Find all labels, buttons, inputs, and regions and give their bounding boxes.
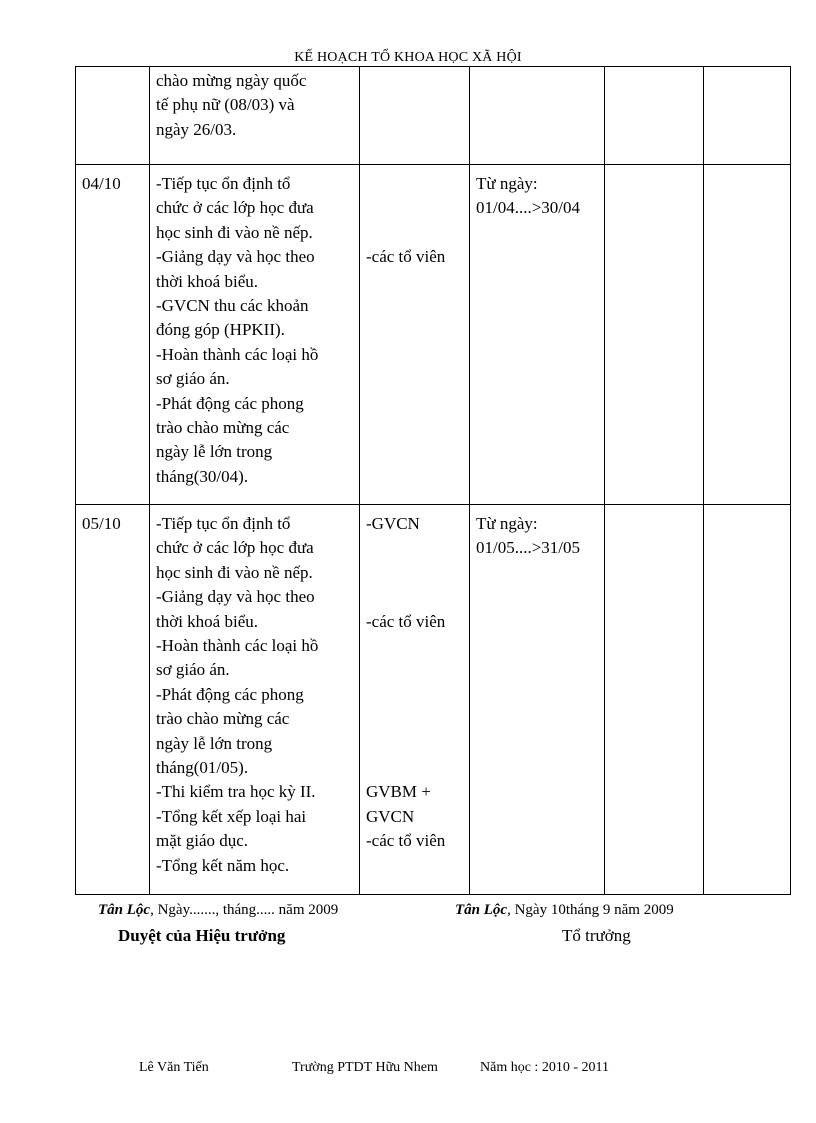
extra-cell xyxy=(704,165,791,505)
responsible-cell xyxy=(360,165,470,505)
month-cell xyxy=(76,67,150,165)
content-line: tế phụ nữ (08/03) và xyxy=(156,95,295,115)
plan-table xyxy=(75,66,791,895)
content-line: -Giảng dạy và học theo xyxy=(156,587,315,607)
content-line: -Hoàn thành các loại hồ xyxy=(156,636,319,656)
responsible-line xyxy=(366,172,463,196)
content-line: trào chào mừng các xyxy=(156,418,290,438)
extra-cell xyxy=(605,165,704,505)
content-line: sơ giáo án. xyxy=(156,369,230,389)
responsible-line: GVBM + xyxy=(366,782,431,802)
content-line: tháng(01/05). xyxy=(156,758,249,778)
responsible-line xyxy=(366,658,463,682)
responsible-line xyxy=(366,683,463,707)
responsible-line xyxy=(366,536,463,560)
responsible-line xyxy=(366,707,463,731)
month-text: 05/10 xyxy=(82,514,121,533)
month-cell xyxy=(76,505,150,895)
content-line: -Tiếp tục ổn định tổ xyxy=(156,514,291,533)
table-row xyxy=(76,505,791,895)
content-cell xyxy=(150,505,360,895)
content-line: đóng góp (HPKII). xyxy=(156,320,285,340)
extra-cell xyxy=(605,67,704,165)
time-cell xyxy=(470,165,605,505)
content-line: thời khoá biểu. xyxy=(156,271,258,291)
content-line: -Tổng kết xếp loại hai xyxy=(156,806,307,826)
signature-right-date-line xyxy=(455,902,674,919)
signature-left-date-line xyxy=(98,902,338,919)
responsible-line: -GVCN xyxy=(366,514,420,533)
responsible-cell xyxy=(360,67,470,165)
content-line: ngày lễ lớn trong xyxy=(156,733,273,753)
content-line: -Giảng dạy và học theo xyxy=(156,247,315,267)
content-line: -Thi kiểm tra học kỳ II. xyxy=(156,782,316,802)
content-cell xyxy=(150,67,360,165)
signature-right-title: Tổ trưởng xyxy=(562,926,631,945)
extra-cell xyxy=(704,67,791,165)
responsible-line: -các tổ viên xyxy=(366,247,446,267)
time-line: Từ ngày: xyxy=(476,174,538,193)
responsible-line xyxy=(366,732,463,756)
content-line: tháng(30/04). xyxy=(156,466,249,486)
document-header: KẾ HOẠCH TỔ KHOA HỌC XÃ HỘI xyxy=(294,50,522,65)
content-line: -Phát động các phong xyxy=(156,393,304,413)
time-cell xyxy=(470,505,605,895)
content-line: -Phát động các phong xyxy=(156,684,304,704)
time-line: Từ ngày: xyxy=(476,514,538,533)
extra-cell xyxy=(605,505,704,895)
responsible-line xyxy=(366,756,463,780)
content-cell xyxy=(150,165,360,505)
content-line: -Tổng kết năm học. xyxy=(156,855,290,875)
content-line: học sinh đi vào nề nếp. xyxy=(156,562,313,582)
extra-cell xyxy=(704,505,791,895)
footer-school: Trường PTDT Hữu Nhem xyxy=(292,1060,438,1075)
content-line: ngày 26/03. xyxy=(156,119,237,139)
content-line: -Hoàn thành các loại hồ xyxy=(156,344,319,364)
footer-author: Lê Văn Tiến xyxy=(139,1060,209,1075)
month-cell xyxy=(76,165,150,505)
content-line: thời khoá biểu. xyxy=(156,611,258,631)
table-row xyxy=(76,67,791,165)
table-row xyxy=(76,165,791,505)
signature-right-place: Tân Lộc xyxy=(455,902,508,918)
month-text: 04/10 xyxy=(82,174,121,193)
content-line: ngày lễ lớn trong xyxy=(156,442,273,462)
time-cell xyxy=(470,67,605,165)
content-line: chào mừng ngày quốc xyxy=(156,71,307,90)
signature-right-date: , Ngày 10tháng 9 năm 2009 xyxy=(507,902,674,918)
time-line: 01/04....>30/04 xyxy=(476,198,581,218)
signature-left-date: , Ngày......., tháng..... năm 2009 xyxy=(150,902,339,918)
content-line: chức ở các lớp học đưa xyxy=(156,538,314,558)
time-line: 01/05....>31/05 xyxy=(476,538,581,558)
content-line: học sinh đi vào nề nếp. xyxy=(156,222,313,242)
responsible-line xyxy=(366,221,463,245)
content-line: chức ở các lớp học đưa xyxy=(156,198,314,218)
signature-left-place: Tân Lộc xyxy=(98,902,151,918)
responsible-cell xyxy=(360,505,470,895)
responsible-line: -các tổ viên xyxy=(366,831,446,851)
responsible-line xyxy=(366,634,463,658)
content-line: -Tiếp tục ổn định tổ xyxy=(156,174,291,193)
responsible-line xyxy=(366,585,463,609)
responsible-line: GVCN xyxy=(366,806,415,826)
signature-left-title: Duyệt của Hiệu trưởng xyxy=(118,926,286,945)
responsible-line: -các tổ viên xyxy=(366,611,446,631)
content-line: -GVCN thu các khoản xyxy=(156,296,309,316)
content-line: trào chào mừng các xyxy=(156,709,290,729)
responsible-line xyxy=(366,561,463,585)
content-line: mặt giáo dục. xyxy=(156,831,249,851)
responsible-line xyxy=(366,196,463,220)
content-line: sơ giáo án. xyxy=(156,660,230,680)
footer-year: Năm học : 2010 - 2011 xyxy=(480,1060,609,1075)
